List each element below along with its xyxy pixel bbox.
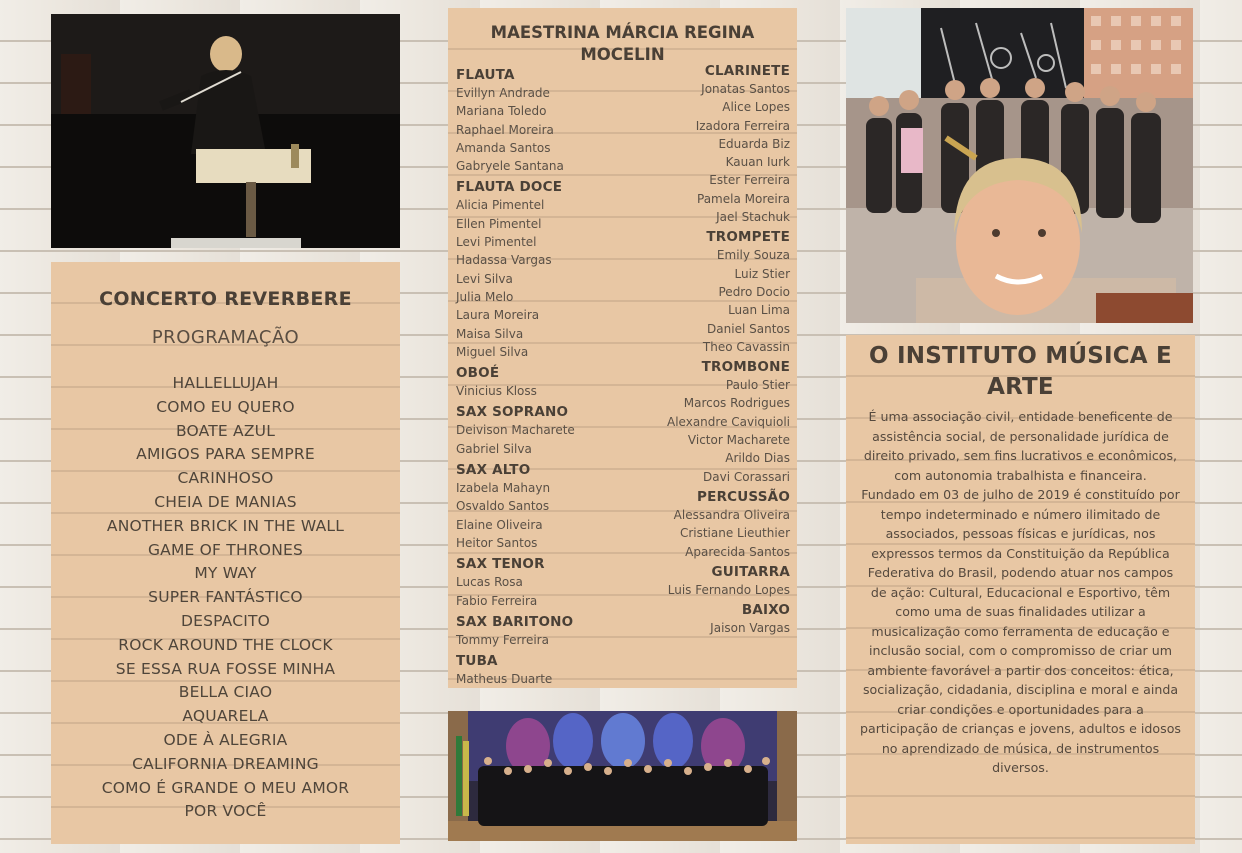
section-heading: SAX SOPRANO (456, 404, 569, 421)
section-trombone (600, 359, 790, 486)
musician-name: Hadassa Vargas (456, 253, 552, 268)
song-item: COMO EU QUERO (156, 397, 295, 416)
musician-name: Luiz Stier (734, 266, 790, 281)
musician-name: Arildo Dias (725, 451, 790, 466)
musician-name: Jael Stachuk (716, 210, 790, 225)
song-item: MY WAY (194, 564, 257, 583)
song-item: HALLELLUJAH (172, 374, 279, 392)
musician-name: Matheus Duarte (456, 672, 553, 687)
musician-name: Izabela Mahayn (456, 481, 551, 496)
musician-name: Pamela Moreira (697, 191, 790, 206)
song-item: AMIGOS PARA SEMPRE (136, 445, 315, 464)
section-tuba (456, 653, 646, 688)
musician-name: Alexandre Caviquioli (667, 414, 790, 429)
section-heading: CLARINETE (704, 63, 790, 79)
musician-name: Mariana Toledo (456, 104, 547, 119)
musician-name: Miguel Silva (456, 344, 529, 359)
song-item: CALIFORNIA DREAMING (132, 754, 319, 773)
section-heading: FLAUTA (456, 67, 515, 83)
musicians-panel (448, 8, 797, 688)
musician-name: Ellen Pimentel (456, 216, 542, 231)
musician-name: Vinicius Kloss (456, 384, 537, 399)
musician-name: Julia Melo (456, 289, 514, 304)
conductor-heading (448, 22, 797, 66)
programme-subtitle: PROGRAMAÇÃO (151, 327, 300, 348)
musician-name: Eduarda Biz (718, 136, 790, 151)
institute-panel (846, 335, 1195, 844)
musician-name: Maisa Silva (456, 326, 524, 341)
musician-name: Fabio Ferreira (456, 593, 538, 608)
institute-title: O INSTITUTO MÚSICA E ARTE (869, 343, 1172, 400)
musician-name: Levi Silva (456, 271, 513, 286)
musician-name: Levi Pimentel (456, 235, 537, 250)
musician-name: Aparecida Santos (685, 544, 790, 559)
section-heading: TROMPETE (706, 229, 790, 246)
conductor-name-line2: MOCELIN (580, 45, 665, 64)
musician-name: Pedro Docio (718, 284, 790, 299)
section-percuss-o (600, 489, 790, 561)
musician-name: Marcos Rodrigues (683, 396, 790, 411)
musician-name: Evillyn Andrade (456, 86, 550, 100)
institute-description (846, 407, 1195, 778)
section-heading: SAX BARITONO (456, 613, 574, 630)
musician-name: Alice Lopes (722, 100, 790, 115)
musician-name: Theo Cavassin (702, 339, 790, 354)
conductor-photo (51, 14, 400, 248)
musician-name: Paulo Stier (725, 378, 790, 393)
musician-name: Amanda Santos (456, 140, 551, 155)
group-selfie-photo (846, 8, 1193, 323)
musician-name: Davi Corassari (703, 469, 790, 484)
section-trompete (600, 229, 790, 356)
section-heading: SAX TENOR (456, 556, 545, 573)
musician-name: Emily Souza (716, 248, 790, 263)
section-heading: PERCUSSÃO (697, 488, 790, 505)
programme-panel (51, 262, 400, 844)
concert-title: CONCERTO REVERBERE (99, 288, 352, 310)
song-item: SE ESSA RUA FOSSE MINHA (115, 659, 336, 678)
musician-name: Jaison Vargas (710, 621, 790, 636)
song-item: COMO É GRANDE O MEU AMOR (101, 778, 350, 797)
song-item: ODE À ALEGRIA (163, 730, 288, 749)
song-list (51, 372, 400, 824)
musician-name: Luan Lima (728, 303, 790, 318)
musician-name: Daniel Santos (707, 321, 790, 336)
section-heading: BAIXO (741, 602, 790, 619)
orchestra-stage-photo (448, 711, 797, 841)
musician-name: Gabryele Santana (456, 159, 564, 174)
musician-name: Kauan Iurk (725, 155, 790, 170)
song-item: BELLA CIAO (178, 683, 273, 702)
section-guitarra (600, 564, 790, 599)
song-item: POR VOCÊ (184, 802, 267, 821)
song-item: GAME OF THRONES (147, 540, 304, 559)
song-item: AQUARELA (182, 707, 269, 726)
song-item: ANOTHER BRICK IN THE WALL (106, 516, 345, 535)
section-heading: GUITARRA (711, 563, 790, 580)
conductor-name-line1: MAESTRINA MÁRCIA REGINA (490, 23, 755, 42)
musician-name: Raphael Moreira (456, 122, 554, 137)
section-heading: TROMBONE (701, 359, 790, 376)
musician-name: Alicia Pimentel (456, 198, 545, 213)
musician-name: Laura Moreira (456, 308, 540, 323)
song-item: DESPACITO (180, 611, 271, 630)
musician-name: Ester Ferreira (709, 173, 790, 188)
musician-name: Heitor Santos (456, 535, 538, 550)
musicians-right-column (600, 63, 790, 640)
song-item: SUPER FANTÁSTICO (148, 588, 303, 607)
song-item: CARINHOSO (177, 469, 274, 488)
section-baixo (600, 602, 790, 637)
institute-paragraph-1: É uma associação civil, entidade beneficente de assistência social, de personalidade jurídica de direito privado, sem fins lucrativos e econômicos, com autonomia trabalhista e financeira. (863, 409, 1178, 483)
section-heading: TUBA (456, 653, 498, 670)
institute-paragraph-2: Fundado em 03 de julho de 2019 é constituído por tempo indeterminado e número ilimitado de associados, pessoas físicas e jurídicas, nos expressos termos da Constituição da República Federativa do Brasil, podendo atuar nos campos de ação: Cultural, Educacional e Esportivo, têm como uma de suas finalidades utilizar a musicalização como ferramenta de educação e inclusão social, com o compromisso de criar um ambiente favorável a partir dos conceitos: ética, socialização, cidadania, disciplina e moral e ainda criar condições e oportunidades para a participação de crianças e jovens, adultos e idosos no aprendizado de música, de instrumentos diversos. (860, 487, 1181, 775)
section-heading: FLAUTA DOCE (456, 179, 563, 196)
musician-name: Alessandra Oliveira (673, 507, 790, 522)
musician-name: Victor Macharete (687, 433, 790, 448)
musician-name: Cristiane Lieuthier (679, 526, 790, 541)
section-heading: SAX ALTO (456, 462, 531, 479)
musician-name: Gabriel Silva (456, 441, 532, 456)
song-item: ROCK AROUND THE CLOCK (118, 635, 333, 654)
section-heading: OBOÉ (456, 365, 500, 382)
musician-name: Jonatas Santos (701, 82, 790, 96)
musician-name: Luis Fernando Lopes (667, 582, 790, 597)
musician-name: Deivison Macharete (456, 423, 575, 438)
section-clarinete (600, 63, 790, 226)
musician-name: Tommy Ferreira (456, 632, 549, 647)
musician-name: Izadora Ferreira (695, 118, 790, 133)
song-item: BOATE AZUL (175, 421, 276, 440)
musician-name: Osvaldo Santos (456, 499, 550, 514)
song-item: CHEIA DE MANIAS (154, 492, 297, 511)
musician-name: Lucas Rosa (456, 575, 523, 590)
musician-name: Elaine Oliveira (456, 517, 543, 532)
